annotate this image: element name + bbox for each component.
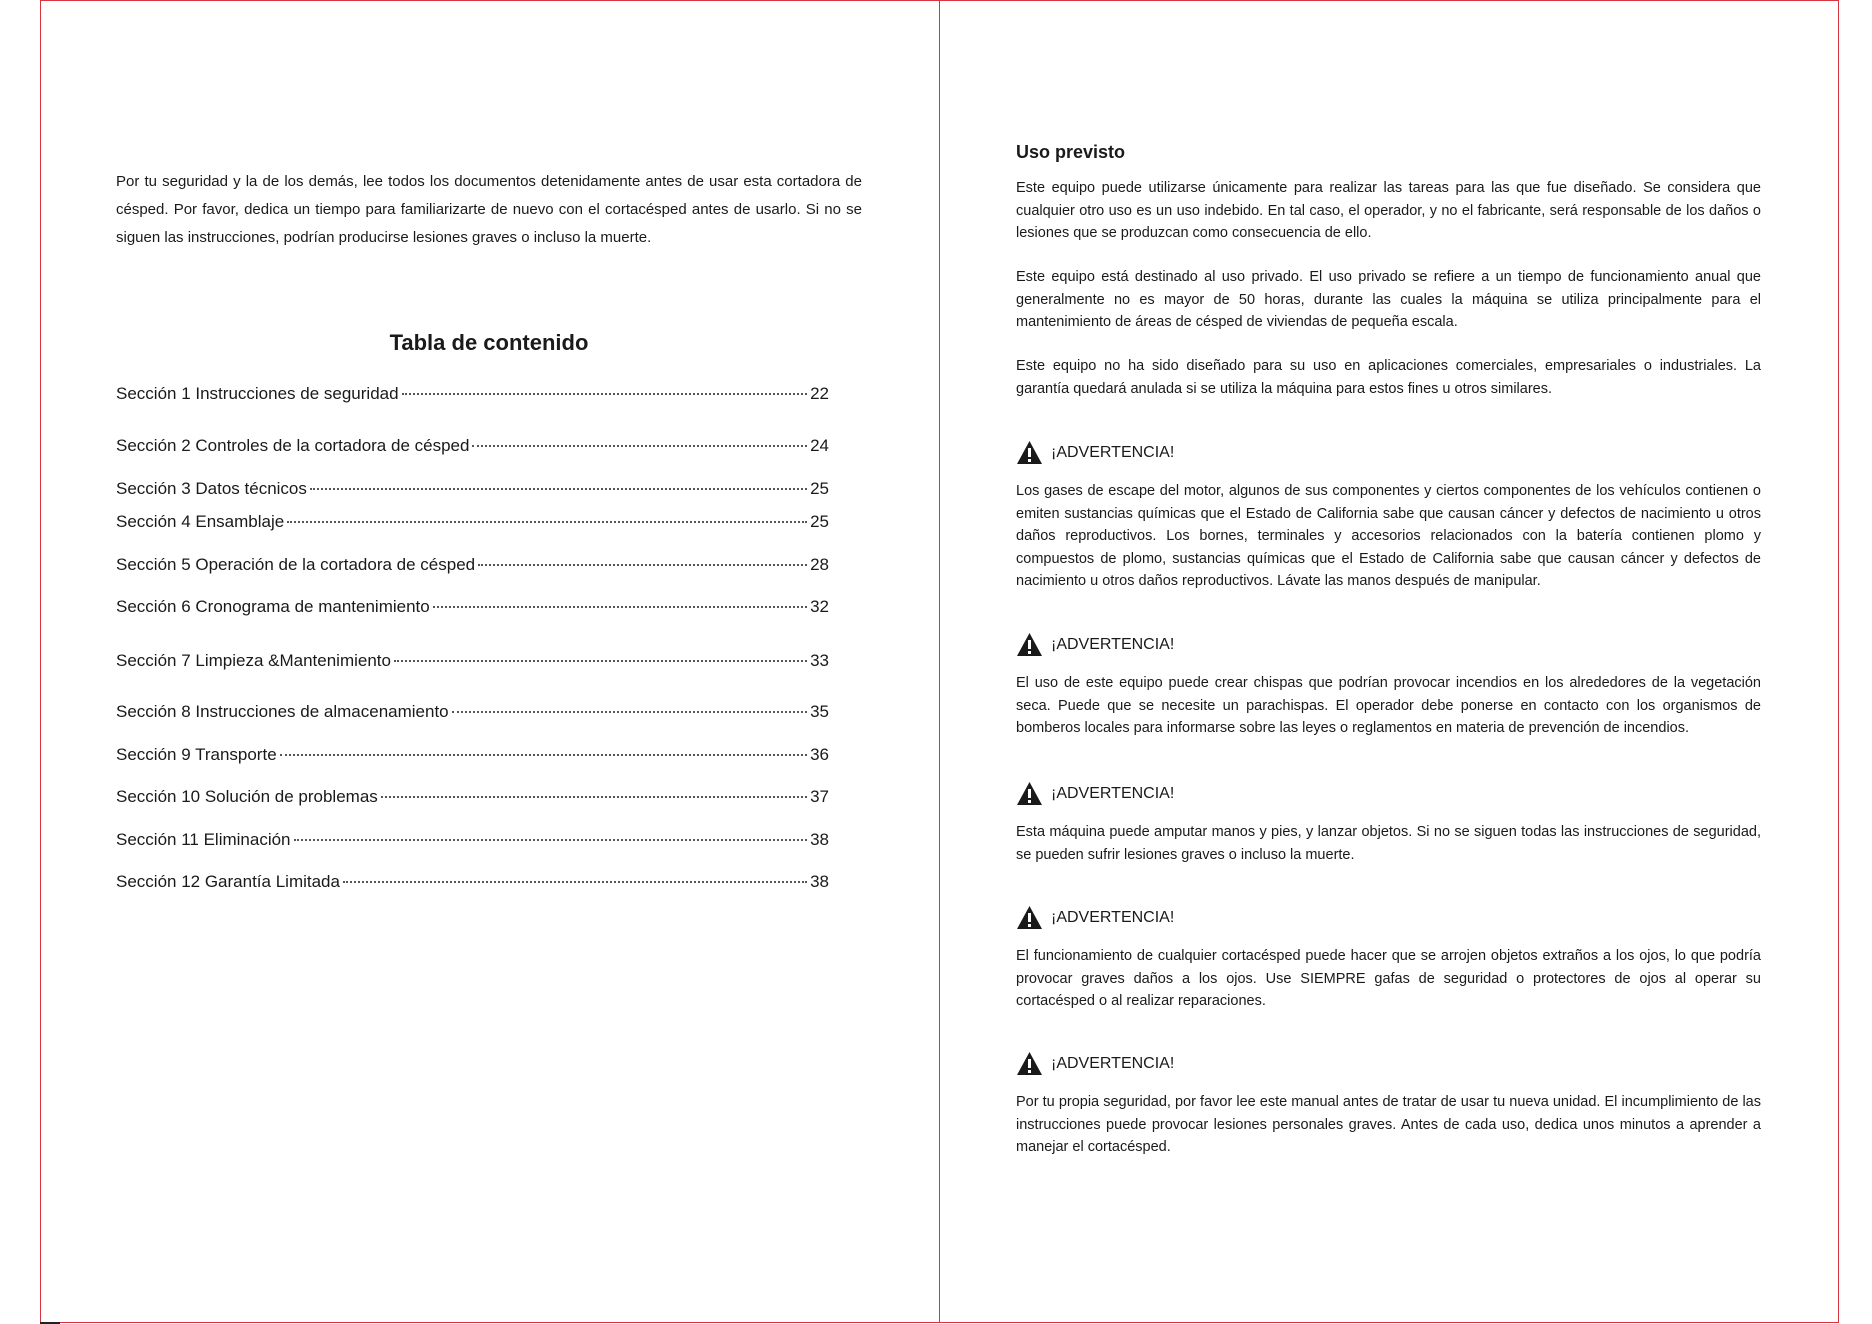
toc-leader bbox=[478, 564, 807, 566]
toc-item[interactable] bbox=[116, 830, 829, 850]
toc-item-label: Sección 2 Controles de la cortadora de césped bbox=[116, 436, 470, 455]
toc-item[interactable] bbox=[116, 597, 829, 617]
toc-item[interactable] bbox=[116, 555, 829, 575]
toc-item-page: 22 bbox=[810, 384, 829, 403]
toc-item-label: Sección 5 Operación de la cortadora de césped bbox=[116, 555, 476, 574]
toc-item-page: 28 bbox=[810, 555, 829, 574]
warning-heading bbox=[1016, 781, 1761, 806]
toc-leader bbox=[394, 660, 807, 662]
toc-item-label: Sección 6 Cronograma de mantenimiento bbox=[116, 597, 430, 616]
toc-item[interactable] bbox=[116, 787, 829, 807]
toc-item[interactable] bbox=[116, 436, 829, 456]
toc-item-page: 35 bbox=[810, 702, 829, 721]
warning-title: ¡ADVERTENCIA! bbox=[1051, 908, 1175, 926]
warning-triangle-icon bbox=[1016, 632, 1043, 657]
toc-leader bbox=[310, 488, 807, 490]
toc-item[interactable] bbox=[116, 512, 829, 532]
toc-leader bbox=[343, 881, 807, 883]
warning-heading bbox=[1016, 1051, 1761, 1076]
warning-text: El funcionamiento de cualquier cortacésped puede hacer que se arrojen objetos extraños a los ojos, lo que podría provocar graves daños a los ojos. Use SIEMPRE gafas de seguridad o protectores de ojos al operar su cortacésped o al realizar reparaciones. bbox=[1016, 948, 1761, 1009]
toc-item-label: Sección 12 Garantía Limitada bbox=[116, 872, 340, 891]
toc-item-label: Sección 10 Solución de problemas bbox=[116, 787, 378, 806]
toc-item-page: 33 bbox=[810, 651, 829, 670]
toc-item-label: Sección 7 Limpieza &Mantenimiento bbox=[116, 651, 391, 670]
warning-text: El uso de este equipo puede crear chispas que podrían provocar incendios en los alrededores de la vegetación seca. Puede que se necesite un parachispas. El operador debe ponerse en contacto con los organismos de bomberos locales para informarse sobre las leyes o reglamentos en materia de prevención de incendios. bbox=[1016, 675, 1761, 736]
section-heading-uso-previsto: Uso previsto bbox=[1016, 142, 1126, 162]
toc-item-label: Sección 9 Transporte bbox=[116, 745, 277, 764]
toc-item-label: Sección 8 Instrucciones de almacenamiento bbox=[116, 702, 449, 721]
toc-item[interactable] bbox=[116, 384, 829, 404]
toc-item[interactable] bbox=[116, 702, 829, 722]
paragraph: Este equipo puede utilizarse únicamente para realizar las tareas para las que fue diseñado. Se considera que cualquier otro uso es un uso indebido. En tal caso, el operador, y no el fabricante, será responsable de los daños o lesiones que se produzcan como consecuencia de ello. bbox=[1016, 180, 1761, 241]
warning-heading bbox=[1016, 440, 1761, 465]
warning-text: Por tu propia seguridad, por favor lee este manual antes de tratar de usar tu nueva unidad. El incumplimiento de las instrucciones puede provocar lesiones personales graves. Antes de cada uso, dedica unos minutos a aprender a manejar el cortacésped. bbox=[1016, 1094, 1761, 1155]
toc-leader bbox=[433, 606, 807, 608]
warning-title: ¡ADVERTENCIA! bbox=[1051, 443, 1175, 461]
toc-item-page: 25 bbox=[810, 479, 829, 498]
toc-leader bbox=[287, 521, 807, 523]
toc-item[interactable] bbox=[116, 479, 829, 499]
toc-item-page: 36 bbox=[810, 745, 829, 764]
warning-text: Esta máquina puede amputar manos y pies, y lanzar objetos. Si no se siguen todas las instrucciones de seguridad, se pueden sufrir lesiones graves o incluso la muerte. bbox=[1016, 824, 1761, 863]
toc-leader bbox=[294, 839, 808, 841]
toc-item-page: 38 bbox=[810, 830, 829, 849]
toc-leader bbox=[472, 445, 807, 447]
warning-triangle-icon bbox=[1016, 905, 1043, 930]
toc-leader bbox=[280, 754, 807, 756]
toc-item-label: Sección 1 Instrucciones de seguridad bbox=[116, 384, 399, 403]
toc-item-page: 24 bbox=[810, 436, 829, 455]
toc-item[interactable] bbox=[116, 745, 829, 765]
warning-heading bbox=[1016, 905, 1761, 930]
warning-title: ¡ADVERTENCIA! bbox=[1051, 784, 1175, 802]
warning-text: Los gases de escape del motor, algunos de sus componentes y ciertos componentes de los vehículos contienen o emiten sustancias químicas que el Estado de California sabe que causan cáncer y defectos de nacimiento u otros daños reproductivos. Los bornes, terminales y accesorios relacionados con la batería contienen plomo y compuestos de plomo, sustancias químicas que el Estado de California sabe que causan cáncer y defectos de nacimiento u otros daños reproductivos. Lávate las manos después de manipular. bbox=[1016, 483, 1761, 589]
toc-title: Tabla de contenido bbox=[389, 330, 589, 355]
toc-item-label: Sección 11 Eliminación bbox=[116, 830, 291, 849]
warning-triangle-icon bbox=[1016, 440, 1043, 465]
warning-heading bbox=[1016, 632, 1761, 657]
toc-item[interactable] bbox=[116, 872, 829, 892]
toc-item-page: 25 bbox=[810, 512, 829, 531]
toc-item-page: 37 bbox=[810, 787, 829, 806]
intro-paragraph: Por tu seguridad y la de los demás, lee todos los documentos detenidamente antes de usar esta cortadora de césped. Por favor, dedica un tiempo para familiarizarte de nuevo con el cortacésped antes de usarlo. Si no se siguen las instrucciones, podrían producirse lesiones graves o incluso la muerte. bbox=[116, 173, 862, 246]
toc-item-label: Sección 3 Datos técnicos bbox=[116, 479, 307, 498]
toc-leader bbox=[381, 796, 807, 798]
warning-title: ¡ADVERTENCIA! bbox=[1051, 1054, 1175, 1072]
toc-item-label: Sección 4 Ensamblaje bbox=[116, 512, 285, 531]
toc-item-page: 32 bbox=[810, 597, 829, 616]
toc-item[interactable] bbox=[116, 651, 829, 671]
toc-leader bbox=[452, 711, 807, 713]
warning-title: ¡ADVERTENCIA! bbox=[1051, 635, 1175, 653]
toc-leader bbox=[402, 393, 808, 395]
warning-triangle-icon bbox=[1016, 781, 1043, 806]
warning-triangle-icon bbox=[1016, 1051, 1043, 1076]
toc-item-page: 38 bbox=[810, 872, 829, 891]
paragraph: Este equipo está destinado al uso privado. El uso privado se refiere a un tiempo de funcionamiento anual que generalmente no es mayor de 50 horas, durante las cuales la máquina se utiliza principalmente para el mantenimiento de áreas de césped de viviendas de pequeña escala. bbox=[1016, 269, 1761, 330]
paragraph: Este equipo no ha sido diseñado para su uso en aplicaciones comerciales, empresariales o industriales. La garantía quedará anulada si se utiliza la máquina para estos fines u otros similares. bbox=[1016, 358, 1761, 397]
